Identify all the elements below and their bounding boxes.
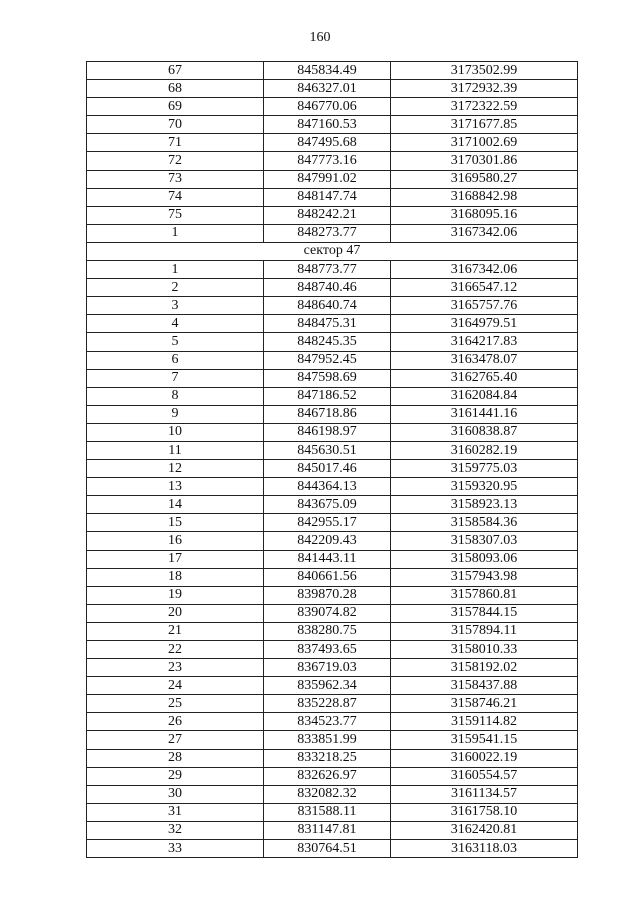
table-row [87,297,578,315]
table-row [87,604,578,622]
table-row [87,152,578,170]
table-row [87,333,578,351]
point-number-cell: 27 [87,731,264,749]
y-coordinate-cell: 3158192.02 [391,659,578,677]
point-number-cell: 9 [87,405,264,423]
y-coordinate-cell: 3164979.51 [391,315,578,333]
x-coordinate-cell: 835962.34 [264,677,391,695]
point-number-cell: 4 [87,315,264,333]
y-coordinate-cell: 3163478.07 [391,351,578,369]
x-coordinate-cell: 842955.17 [264,514,391,532]
y-coordinate-cell: 3157860.81 [391,586,578,604]
y-coordinate-cell: 3167342.06 [391,224,578,242]
table-body-bottom [87,261,578,858]
x-coordinate-cell: 847598.69 [264,369,391,387]
table-row [87,369,578,387]
y-coordinate-cell: 3162084.84 [391,387,578,405]
point-number-cell: 32 [87,821,264,839]
point-number-cell: 22 [87,641,264,659]
y-coordinate-cell: 3160554.57 [391,767,578,785]
y-coordinate-cell: 3171677.85 [391,116,578,134]
y-coordinate-cell: 3167342.06 [391,261,578,279]
point-number-cell: 3 [87,297,264,315]
point-number-cell: 20 [87,604,264,622]
point-number-cell: 11 [87,441,264,459]
x-coordinate-cell: 847495.68 [264,134,391,152]
y-coordinate-cell: 3164217.83 [391,333,578,351]
point-number-cell: 8 [87,387,264,405]
x-coordinate-cell: 844364.13 [264,478,391,496]
point-number-cell: 30 [87,785,264,803]
point-number-cell: 29 [87,767,264,785]
table-row [87,170,578,188]
point-number-cell: 72 [87,152,264,170]
y-coordinate-cell: 3172322.59 [391,98,578,116]
y-coordinate-cell: 3168095.16 [391,206,578,224]
x-coordinate-cell: 845630.51 [264,441,391,459]
table-row [87,659,578,677]
point-number-cell: 31 [87,803,264,821]
point-number-cell: 15 [87,514,264,532]
point-number-cell: 26 [87,713,264,731]
point-number-cell: 19 [87,586,264,604]
section-row [87,242,578,260]
table-row [87,351,578,369]
y-coordinate-cell: 3166547.12 [391,279,578,297]
x-coordinate-cell: 839870.28 [264,586,391,604]
point-number-cell: 74 [87,188,264,206]
x-coordinate-cell: 847186.52 [264,387,391,405]
point-number-cell: 16 [87,532,264,550]
table-row [87,785,578,803]
section-label: сектор 47 [87,242,578,260]
table-row [87,749,578,767]
x-coordinate-cell: 838280.75 [264,622,391,640]
y-coordinate-cell: 3160838.87 [391,423,578,441]
point-number-cell: 14 [87,496,264,514]
point-number-cell: 73 [87,170,264,188]
point-number-cell: 7 [87,369,264,387]
x-coordinate-cell: 847160.53 [264,116,391,134]
point-number-cell: 69 [87,98,264,116]
y-coordinate-cell: 3163118.03 [391,840,578,858]
x-coordinate-cell: 845017.46 [264,460,391,478]
y-coordinate-cell: 3165757.76 [391,297,578,315]
x-coordinate-cell: 848273.77 [264,224,391,242]
x-coordinate-cell: 842209.43 [264,532,391,550]
table-row [87,514,578,532]
x-coordinate-cell: 840661.56 [264,568,391,586]
x-coordinate-cell: 846770.06 [264,98,391,116]
y-coordinate-cell: 3162420.81 [391,821,578,839]
y-coordinate-cell: 3158923.13 [391,496,578,514]
x-coordinate-cell: 837493.65 [264,641,391,659]
x-coordinate-cell: 848773.77 [264,261,391,279]
table-row [87,405,578,423]
y-coordinate-cell: 3173502.99 [391,62,578,80]
point-number-cell: 17 [87,550,264,568]
x-coordinate-cell: 848475.31 [264,315,391,333]
y-coordinate-cell: 3158010.33 [391,641,578,659]
table-row [87,62,578,80]
x-coordinate-cell: 848640.74 [264,297,391,315]
x-coordinate-cell: 834523.77 [264,713,391,731]
point-number-cell: 1 [87,224,264,242]
y-coordinate-cell: 3169580.27 [391,170,578,188]
x-coordinate-cell: 846718.86 [264,405,391,423]
table-row [87,387,578,405]
x-coordinate-cell: 847952.45 [264,351,391,369]
table-row [87,224,578,242]
y-coordinate-cell: 3158093.06 [391,550,578,568]
y-coordinate-cell: 3159320.95 [391,478,578,496]
coordinates-table [86,61,578,858]
point-number-cell: 71 [87,134,264,152]
y-coordinate-cell: 3160022.19 [391,749,578,767]
table-row [87,677,578,695]
x-coordinate-cell: 831588.11 [264,803,391,821]
point-number-cell: 68 [87,80,264,98]
y-coordinate-cell: 3157943.98 [391,568,578,586]
point-number-cell: 10 [87,423,264,441]
table-row [87,695,578,713]
table-row [87,279,578,297]
table-row [87,532,578,550]
table-row [87,586,578,604]
table-row [87,622,578,640]
y-coordinate-cell: 3157844.15 [391,604,578,622]
table-row [87,731,578,749]
y-coordinate-cell: 3157894.11 [391,622,578,640]
y-coordinate-cell: 3158746.21 [391,695,578,713]
x-coordinate-cell: 833851.99 [264,731,391,749]
y-coordinate-cell: 3170301.86 [391,152,578,170]
point-number-cell: 24 [87,677,264,695]
y-coordinate-cell: 3161758.10 [391,803,578,821]
y-coordinate-cell: 3160282.19 [391,441,578,459]
y-coordinate-cell: 3158584.36 [391,514,578,532]
x-coordinate-cell: 848242.21 [264,206,391,224]
table-row [87,803,578,821]
y-coordinate-cell: 3171002.69 [391,134,578,152]
y-coordinate-cell: 3162765.40 [391,369,578,387]
table-row [87,496,578,514]
point-number-cell: 25 [87,695,264,713]
x-coordinate-cell: 843675.09 [264,496,391,514]
table-row [87,261,578,279]
table-row [87,98,578,116]
table-row [87,441,578,459]
point-number-cell: 1 [87,261,264,279]
x-coordinate-cell: 841443.11 [264,550,391,568]
x-coordinate-cell: 832082.32 [264,785,391,803]
x-coordinate-cell: 847773.16 [264,152,391,170]
x-coordinate-cell: 831147.81 [264,821,391,839]
point-number-cell: 28 [87,749,264,767]
table-row [87,188,578,206]
x-coordinate-cell: 848740.46 [264,279,391,297]
x-coordinate-cell: 848245.35 [264,333,391,351]
y-coordinate-cell: 3159541.15 [391,731,578,749]
x-coordinate-cell: 846327.01 [264,80,391,98]
point-number-cell: 70 [87,116,264,134]
table-row [87,206,578,224]
table-body-top [87,62,578,243]
point-number-cell: 2 [87,279,264,297]
x-coordinate-cell: 833218.25 [264,749,391,767]
table-row [87,713,578,731]
table-row [87,478,578,496]
point-number-cell: 13 [87,478,264,496]
x-coordinate-cell: 832626.97 [264,767,391,785]
point-number-cell: 33 [87,840,264,858]
y-coordinate-cell: 3172932.39 [391,80,578,98]
x-coordinate-cell: 847991.02 [264,170,391,188]
point-number-cell: 67 [87,62,264,80]
x-coordinate-cell: 846198.97 [264,423,391,441]
point-number-cell: 21 [87,622,264,640]
table-row [87,134,578,152]
table-row [87,641,578,659]
y-coordinate-cell: 3159114.82 [391,713,578,731]
y-coordinate-cell: 3158437.88 [391,677,578,695]
y-coordinate-cell: 3159775.03 [391,460,578,478]
x-coordinate-cell: 835228.87 [264,695,391,713]
point-number-cell: 5 [87,333,264,351]
x-coordinate-cell: 839074.82 [264,604,391,622]
point-number-cell: 6 [87,351,264,369]
page-number: 160 [309,30,331,45]
x-coordinate-cell: 848147.74 [264,188,391,206]
y-coordinate-cell: 3168842.98 [391,188,578,206]
y-coordinate-cell: 3158307.03 [391,532,578,550]
table-row [87,568,578,586]
table-row [87,767,578,785]
section-header-body [87,242,578,260]
table-row [87,116,578,134]
y-coordinate-cell: 3161441.16 [391,405,578,423]
table-row [87,315,578,333]
x-coordinate-cell: 845834.49 [264,62,391,80]
point-number-cell: 18 [87,568,264,586]
x-coordinate-cell: 830764.51 [264,840,391,858]
table-row [87,840,578,858]
table-row [87,821,578,839]
point-number-cell: 23 [87,659,264,677]
y-coordinate-cell: 3161134.57 [391,785,578,803]
table-row [87,423,578,441]
table-row [87,460,578,478]
point-number-cell: 75 [87,206,264,224]
table-row [87,550,578,568]
point-number-cell: 12 [87,460,264,478]
table-row [87,80,578,98]
x-coordinate-cell: 836719.03 [264,659,391,677]
